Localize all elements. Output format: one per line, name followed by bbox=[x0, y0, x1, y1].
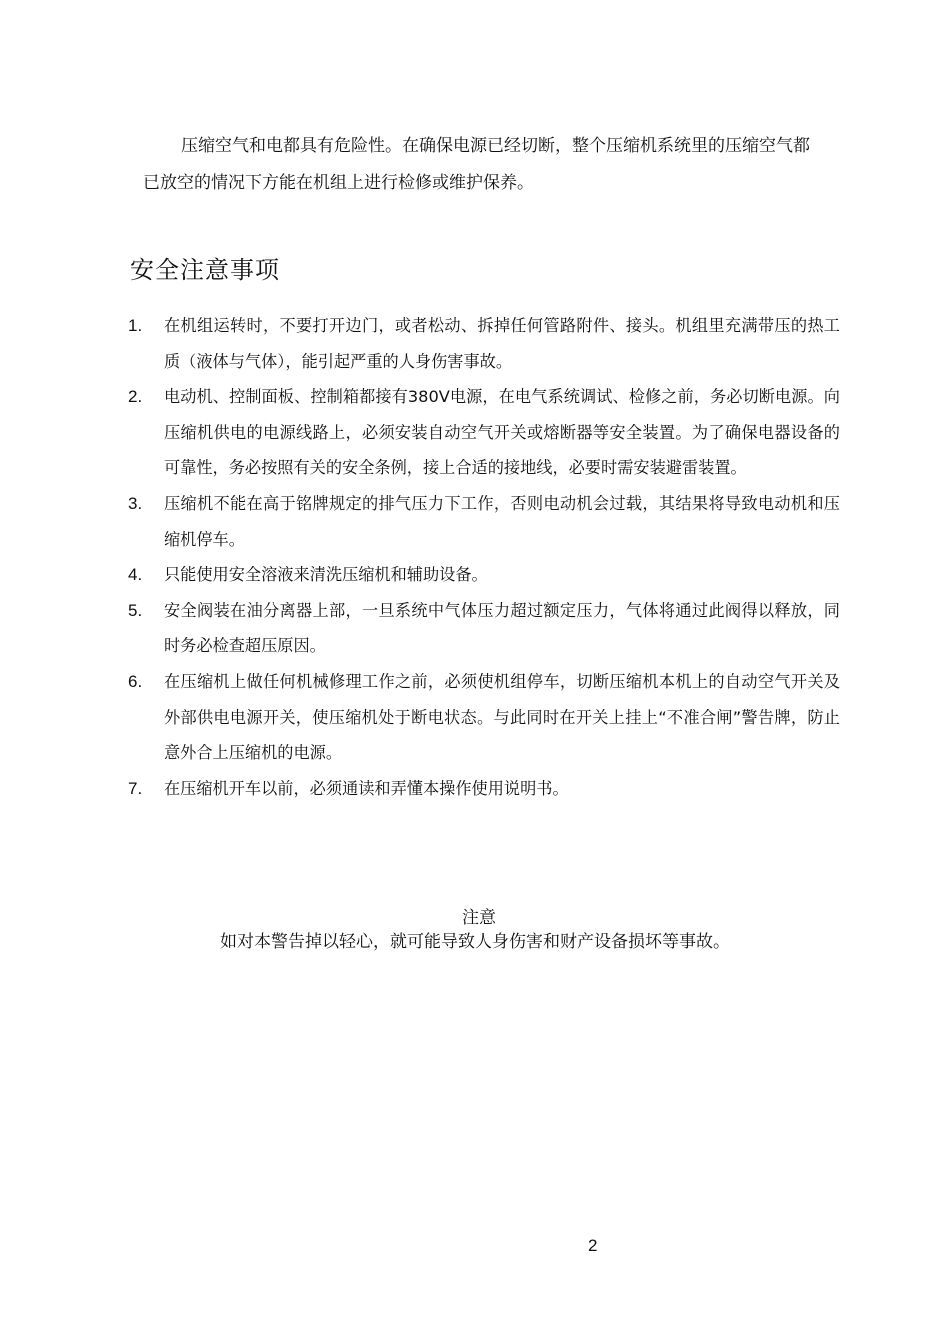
list-item bbox=[128, 664, 840, 771]
list-item-text: 在机组运转时，不要打开边门，或者松动、拆掉任何管路附件、接头。机组里充满带压的热工质（液体与气体），能引起严重的人身伤害事故。 bbox=[164, 316, 840, 371]
page-number: 2 bbox=[588, 1236, 598, 1255]
list-item-number: 3. bbox=[128, 493, 143, 513]
list-item-number: 2. bbox=[128, 387, 143, 407]
safety-list bbox=[128, 308, 840, 806]
list-item-number: 6. bbox=[128, 671, 143, 691]
list-item-text: 压缩机不能在高于铭牌规定的排气压力下工作，否则电动机会过载，其结果将导致电动机和压缩机停车。 bbox=[164, 493, 840, 549]
list-item-number: 4. bbox=[128, 565, 143, 585]
list-item-number: 5. bbox=[128, 600, 143, 620]
notice-block bbox=[0, 906, 950, 954]
list-item-text: 只能使用安全溶液来清洗压缩机和辅助设备。 bbox=[164, 565, 488, 585]
list-item-number: 7. bbox=[128, 778, 143, 798]
notice-title: 注意 bbox=[462, 908, 496, 928]
list-item bbox=[128, 308, 840, 379]
intro-paragraph: 压缩空气和电都具有危险性。在确保电源已经切断，整个压缩机系统里的压缩空气都已放空的情况下方能在机组上进行检修或维护保养。 bbox=[143, 136, 810, 193]
list-item-number: 1. bbox=[128, 316, 143, 335]
list-item-text: 在压缩机上做任何机械修理工作之前，必须使机组停车，切断压缩机本机上的自动空气开关及外部供电电源开关，使压缩机处于断电状态。与此同时在开关上挂上“不准合闸”警告牌，防止意外合上压缩机的电源。 bbox=[164, 671, 840, 763]
list-item-text: 在压缩机开车以前，必须通读和弄懂本操作使用说明书。 bbox=[164, 778, 569, 798]
list-item bbox=[128, 486, 840, 557]
notice-body: 如对本警告掉以轻心，就可能导致人身伤害和财产设备损坏等事故。 bbox=[220, 932, 730, 952]
list-item bbox=[128, 557, 840, 593]
section-title: 安全注意事项 bbox=[130, 256, 280, 284]
list-item-text: 电动机、控制面板、控制箱都接有380V电源，在电气系统调试、检修之前，务必切断电源。向压缩机供电的电源线路上，必须安装自动空气开关或熔断器等安全装置。为了确保电器设备的可靠性，务必按照有关的安全条例，接上合适的接地线，必要时需安装避雷装置。 bbox=[164, 387, 840, 478]
list-item bbox=[128, 379, 840, 486]
list-item bbox=[128, 593, 840, 664]
list-item bbox=[128, 771, 840, 807]
list-item-text: 安全阀装在油分离器上部，一旦系统中气体压力超过额定压力，气体将通过此阀得以释放，同时务必检查超压原因。 bbox=[164, 600, 840, 656]
